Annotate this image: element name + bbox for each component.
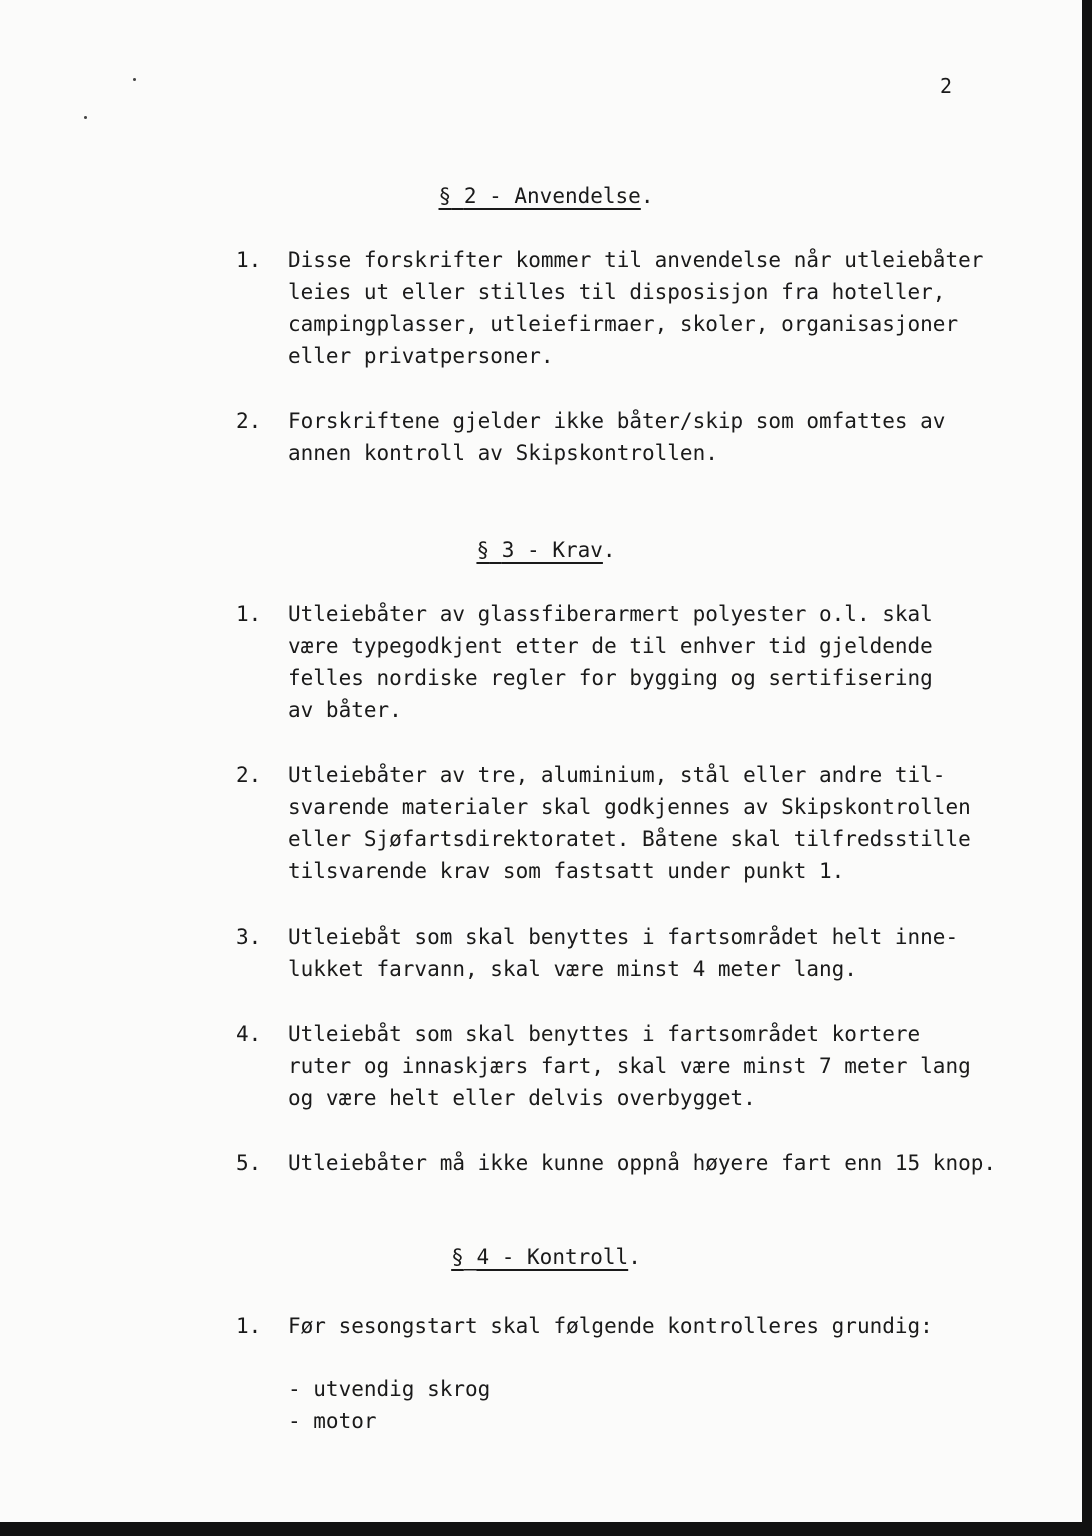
- item-number: 5.: [236, 1151, 262, 1175]
- page-number: 2: [940, 74, 953, 98]
- list-item: - utvendig skrog: [288, 1377, 491, 1401]
- text-line: eller privatpersoner.: [288, 344, 554, 368]
- text-line: lukket farvann, skal være minst 4 meter lang.: [288, 957, 857, 981]
- section-heading-2: § 2 - Anvendelse.: [438, 184, 654, 208]
- list-item: - motor: [288, 1409, 377, 1433]
- scan-edge-bottom: [0, 1522, 1092, 1536]
- item-number: 1.: [236, 248, 262, 272]
- text-line: campingplasser, utleiefirmaer, skoler, organisasjoner: [288, 312, 959, 336]
- text-line: ruter og innaskjærs fart, skal være minst 7 meter lang: [288, 1054, 971, 1078]
- text-line: tilsvarende krav som fastsatt under punkt 1.: [288, 859, 845, 883]
- text-line: felles nordiske regler for bygging og sertifisering: [288, 666, 933, 690]
- text-line: svarende materialer skal godkjennes av Skipskontrollen: [288, 795, 971, 819]
- section-heading-4: § 4 - Kontroll.: [451, 1245, 641, 1269]
- item-number: 2.: [236, 763, 262, 787]
- item-number: 3.: [236, 925, 262, 949]
- item-number: 2.: [236, 409, 262, 433]
- text-line: Utleiebåt som skal benyttes i fartsområdet helt inne-: [288, 925, 959, 949]
- item-number: 1.: [236, 602, 262, 626]
- scan-speck: [84, 116, 87, 119]
- item-number: 1.: [236, 1314, 262, 1338]
- item-number: 4.: [236, 1022, 262, 1046]
- scan-speck: [133, 78, 136, 81]
- text-line: eller Sjøfartsdirektoratet. Båtene skal tilfredsstille: [288, 827, 971, 851]
- text-line: og være helt eller delvis overbygget.: [288, 1086, 756, 1110]
- text-line: Utleiebåter må ikke kunne oppnå høyere fart enn 15 knop.: [288, 1151, 997, 1175]
- text-line: være typegodkjent etter de til enhver tid gjeldende: [288, 634, 933, 658]
- text-line: Utleiebåt som skal benyttes i fartsområdet kortere: [288, 1022, 921, 1046]
- text-line: leies ut eller stilles til disposisjon fra hoteller,: [288, 280, 946, 304]
- text-line: Forskriftene gjelder ikke båter/skip som omfattes av: [288, 409, 946, 433]
- text-line: annen kontroll av Skipskontrollen.: [288, 441, 718, 465]
- text-line: av båter.: [288, 698, 402, 722]
- text-line: Disse forskrifter kommer til anvendelse når utleiebåter: [288, 248, 984, 272]
- text-line: Før sesongstart skal følgende kontrolleres grundig:: [288, 1314, 933, 1338]
- scan-edge-right: [1082, 0, 1092, 1536]
- text-line: Utleiebåter av glassfiberarmert polyester o.l. skal: [288, 602, 933, 626]
- section-heading-3: § 3 - Krav.: [476, 538, 616, 562]
- text-line: Utleiebåter av tre, aluminium, stål eller andre til-: [288, 763, 946, 787]
